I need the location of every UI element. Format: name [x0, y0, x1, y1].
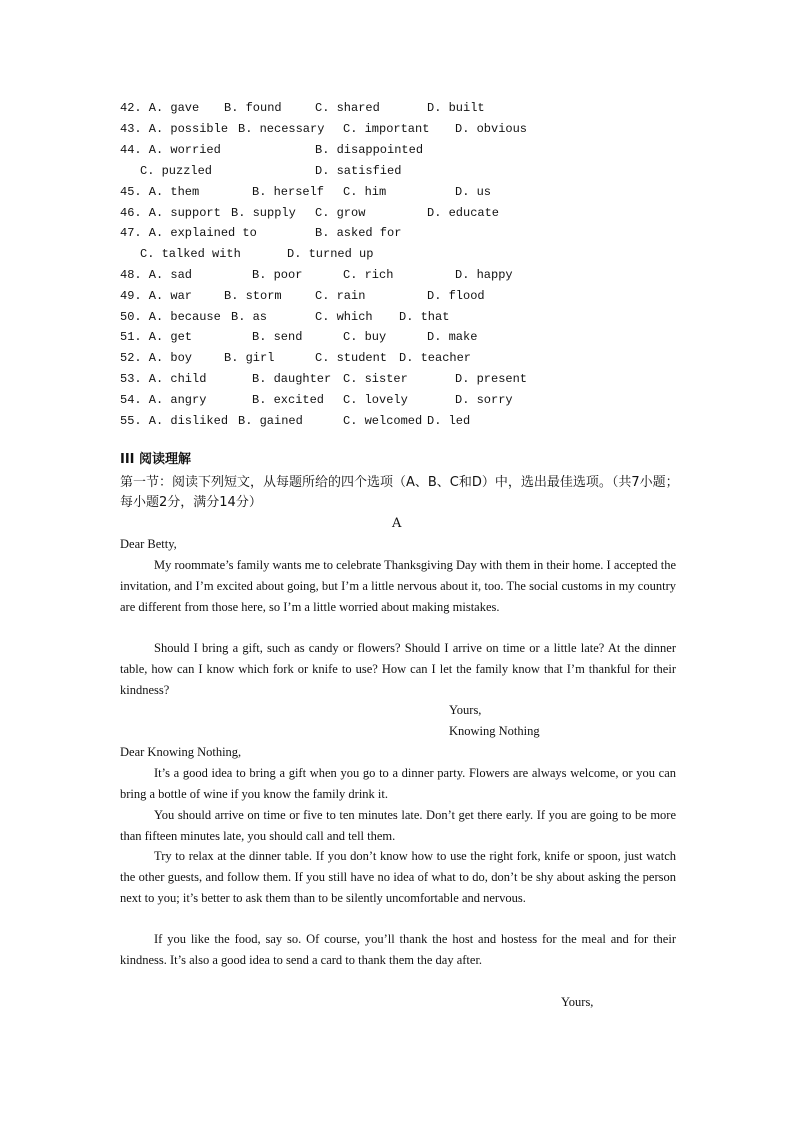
- letter1-greeting: Dear Betty,: [120, 537, 177, 551]
- option-b: B. as: [231, 310, 268, 324]
- option-b: B. storm: [224, 289, 282, 303]
- option-d: D. us: [455, 185, 492, 199]
- option-c: C. student: [315, 351, 388, 365]
- question-53: [120, 372, 206, 386]
- option-a: 43. A. possible: [120, 122, 229, 136]
- option-a: 51. A. get: [120, 330, 193, 344]
- option-d: D. educate: [427, 206, 500, 220]
- question-51: [120, 330, 192, 344]
- option-a: 53. A. child: [120, 372, 207, 386]
- option-d: D. present: [455, 372, 528, 386]
- letter2-paragraph-4: If you like the food, say so. Of course, you’ll thank the host and hostess for the meal and for their kindness. It’s also a good idea to send a card to thank them the day after.: [120, 932, 676, 967]
- question-42: [120, 101, 199, 115]
- letter1-paragraph-2: Should I bring a gift, such as candy or flowers? Should I arrive on time or a little late? At the dinner table, how can I know which fork or knife to use? How can I let the family know that I’m thankful for their kindness?: [120, 641, 676, 697]
- option-b: B. supply: [231, 206, 296, 220]
- letter2-greeting: Dear Knowing Nothing,: [120, 745, 242, 759]
- option-c: C. lovely: [343, 393, 408, 407]
- letter2-closing: Yours,: [561, 995, 594, 1009]
- question-46: [120, 206, 221, 220]
- letter1-paragraph-1: My roommate’s family wants me to celebrate Thanksgiving Day with them in their home. I accepted the invitation, and I’m excited about going, but I’m a little nervous about it, too. The social customs in my country are different from those here, so I’m a little worried about making mistakes.: [120, 558, 676, 614]
- option-b: B. disappointed: [315, 143, 424, 157]
- question-47: [120, 226, 257, 240]
- option-a: 50. A. because: [120, 310, 221, 324]
- option-b: B. poor: [252, 268, 303, 282]
- question-45: [120, 185, 199, 199]
- section-title: III 阅读理解: [120, 452, 192, 467]
- option-a: 55. A. disliked: [120, 414, 229, 428]
- option-d: D. teacher: [399, 351, 472, 365]
- option-b: B. daughter: [252, 372, 332, 386]
- question-54: [120, 393, 206, 407]
- option-d: D. happy: [455, 268, 513, 282]
- option-b: B. asked for: [315, 226, 402, 240]
- letter2-paragraph-2: You should arrive on time or five to ten minutes late. Don’t get there early. If you are going to be more than fifteen minutes late, you should call and tell them.: [120, 808, 676, 843]
- option-c: C. him: [343, 185, 387, 199]
- option-b: B. excited: [252, 393, 325, 407]
- option-c: C. rain: [315, 289, 366, 303]
- question-48: [120, 268, 192, 282]
- passage-label: A: [392, 516, 402, 531]
- option-a: 49. A. war: [120, 289, 193, 303]
- question-44: [120, 143, 221, 157]
- letter1-signature: Knowing Nothing: [449, 724, 540, 738]
- option-d: D. turned up: [287, 247, 374, 261]
- option-b: B. girl: [224, 351, 275, 365]
- option-c: C. important: [343, 122, 430, 136]
- option-c: C. rich: [343, 268, 394, 282]
- option-b: B. found: [224, 101, 282, 115]
- option-a: 46. A. support: [120, 206, 221, 220]
- option-a: 45. A. them: [120, 185, 200, 199]
- option-d: D. built: [427, 101, 485, 115]
- question-55: [120, 414, 228, 428]
- option-c: C. sister: [343, 372, 408, 386]
- option-c: C. welcomed: [343, 414, 423, 428]
- option-c: C. which: [315, 310, 373, 324]
- question-52: [120, 351, 192, 365]
- option-b: B. send: [252, 330, 303, 344]
- option-a: 44. A. worried: [120, 143, 221, 157]
- question-50: [120, 310, 221, 324]
- option-c: C. shared: [315, 101, 380, 115]
- question-43: [120, 122, 228, 136]
- option-c: C. grow: [315, 206, 366, 220]
- option-d: D. sorry: [455, 393, 513, 407]
- option-d: D. satisfied: [315, 164, 402, 178]
- question-49: [120, 289, 192, 303]
- option-c: C. puzzled: [140, 164, 213, 178]
- option-d: D. flood: [427, 289, 485, 303]
- option-b: B. gained: [238, 414, 303, 428]
- letter2-paragraph-3: Try to relax at the dinner table. If you don’t know how to use the right fork, knife or spoon, just watch the other guests, and follow them. If you still have no idea of what to do, don’t be shy about asking the person next to you; it’s better to ask them than to be silently uncomfortable and nervous.: [120, 849, 676, 905]
- option-d: D. make: [427, 330, 478, 344]
- section-instruction: 第一节：阅读下列短文，从每题所给的四个选项（A、B、C和D）中，选出最佳选项。（共7小题；每小题2分，满分14分）: [120, 475, 679, 510]
- letter1-closing: Yours,: [449, 703, 482, 717]
- option-d: D. obvious: [455, 122, 528, 136]
- option-a: 54. A. angry: [120, 393, 207, 407]
- option-d: D. that: [399, 310, 450, 324]
- option-a: 47. A. explained to: [120, 226, 257, 240]
- option-c: C. talked with: [140, 247, 241, 261]
- option-d: D. led: [427, 414, 471, 428]
- option-c: C. buy: [343, 330, 387, 344]
- option-a: 48. A. sad: [120, 268, 193, 282]
- option-a: 52. A. boy: [120, 351, 193, 365]
- option-a: 42. A. gave: [120, 101, 200, 115]
- option-b: B. necessary: [238, 122, 325, 136]
- option-b: B. herself: [252, 185, 325, 199]
- letter2-paragraph-1: It’s a good idea to bring a gift when you go to a dinner party. Flowers are always welcome, or you can bring a bottle of wine if you know the family drink it.: [120, 766, 676, 801]
